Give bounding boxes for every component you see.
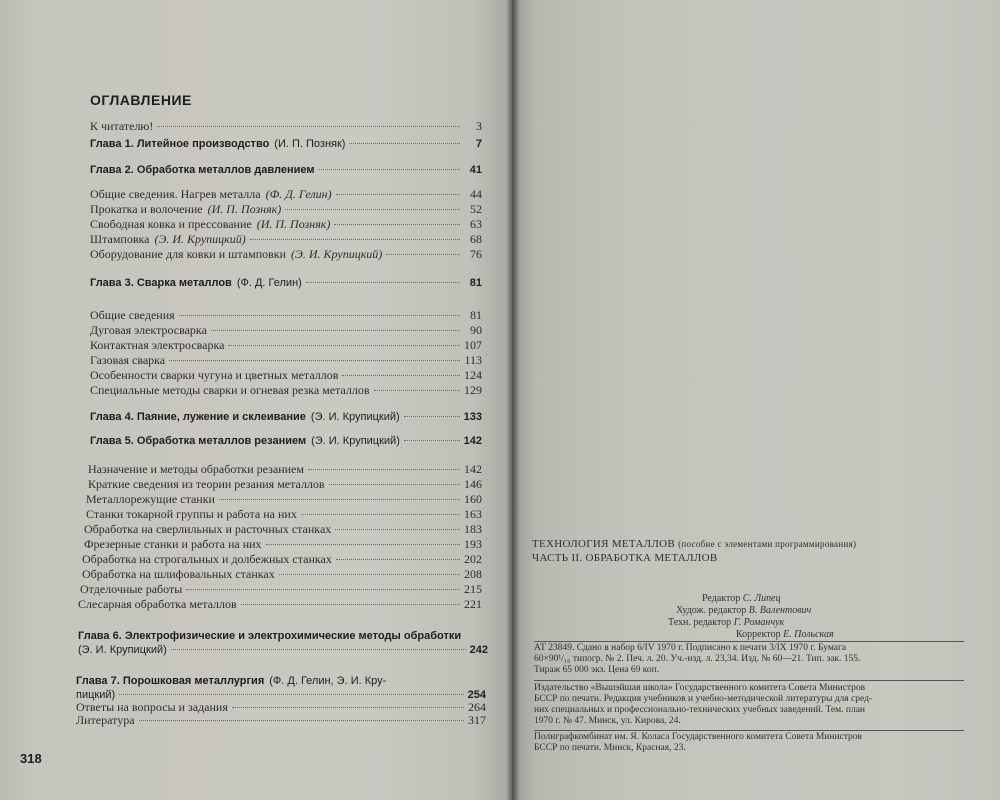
printer-info: Полиграфкомбинат им. Я. Коласа Государственного комитета Совета Министров БССР по печати. Минск, Красная, 23. (534, 732, 863, 753)
toc-page-number: 81 (470, 308, 482, 322)
toc-page-number: 221 (464, 597, 482, 611)
toc-chapter-entry[interactable] (90, 434, 482, 448)
staff-row: Худож. редактор В. Валентович (676, 605, 812, 616)
toc-section-entry[interactable] (78, 597, 482, 611)
toc-page-number: 52 (470, 202, 482, 216)
toc-section-entry[interactable] (82, 552, 482, 566)
toc-page-number: 68 (470, 232, 482, 246)
toc-leader-dots (241, 604, 460, 605)
toc-entry-author: (Э. И. Крупицкий) (311, 435, 400, 447)
toc-page-number: 142 (463, 435, 482, 447)
toc-entry-author: (И. П. Позняк) (274, 138, 346, 150)
toc-leader-dots (211, 330, 460, 331)
toc-leader-dots (228, 345, 460, 346)
toc-section-entry[interactable] (90, 338, 482, 352)
staff-row: Техн. редактор Г. Романчук (668, 617, 785, 628)
toc-leader-dots (171, 649, 466, 650)
toc-page-number: 183 (464, 522, 482, 536)
toc-section-entry[interactable] (80, 582, 482, 596)
toc-section-entry[interactable] (86, 507, 482, 521)
toc-page-number: 317 (468, 713, 486, 727)
toc-entry-label: Глава 6. Электрофизические и электрохимические методы обработки (78, 630, 462, 642)
toc-entry-label: Ответы на вопросы и задания (76, 700, 228, 714)
toc-page-number: 129 (464, 383, 482, 397)
toc-leader-dots (219, 499, 460, 500)
toc-entry-label: Краткие сведения из теории резания металлов (88, 477, 325, 491)
page-number: 318 (20, 751, 42, 766)
toc-leader-dots (334, 224, 460, 225)
toc-leader-dots (232, 707, 464, 708)
toc-entry-author: (И. П. Позняк) (207, 202, 282, 216)
toc-leader-dots (404, 440, 460, 441)
toc-entry-label: Общие сведения. Нагрев металла (90, 187, 261, 201)
toc-page-number: 215 (464, 582, 482, 596)
toc-entry-label: Оборудование для ковки и штамповки (90, 247, 287, 261)
toc-leader-dots (374, 390, 460, 391)
toc-leader-dots (301, 514, 460, 515)
toc-section-entry[interactable] (90, 119, 482, 133)
toc-entry-author: (Ф. Д. Гелин) (236, 277, 302, 289)
toc-section-entry[interactable] (90, 217, 482, 231)
toc-page-number: 146 (464, 477, 482, 491)
toc-chapter-entry[interactable] (76, 674, 486, 688)
toc-entry-label: Прокатка и волочение (90, 202, 203, 216)
divider-line (534, 641, 964, 642)
toc-entry-label: Обработка на сверлильных и расточных станках (84, 522, 332, 536)
book-part-title: ЧАСТЬ II. ОБРАБОТКА МЕТАЛЛОВ (532, 552, 718, 564)
toc-entry-label: Назначение и методы обработки резанием (88, 462, 304, 476)
toc-entry-label: Дуговая электросварка (90, 323, 207, 337)
toc-page-number: 193 (464, 537, 482, 551)
toc-leader-dots (404, 416, 460, 417)
toc-section-entry[interactable] (76, 700, 486, 714)
toc-section-entry[interactable] (90, 202, 482, 216)
toc-leader-dots (386, 254, 460, 255)
toc-page-number: 107 (464, 338, 482, 352)
toc-page-number: 124 (464, 368, 482, 382)
toc-page-number: 81 (469, 277, 482, 289)
toc-entry-label: Литература (76, 713, 135, 727)
print-info: АТ 23849. Сдано в набор 6/IV 1970 г. Подписано к печати 3/IX 1970 г. Бумага 60×90¹/₁₆ типогр. № 2. Печ. л. 20. Уч.-изд. л. 23,34. Изд. № 60—21. Тип. зак. 155. Тираж 65 000 экз. Цена 69 коп. (534, 643, 861, 675)
toc-leader-dots (308, 469, 460, 470)
toc-entry-label: Особенности сварки чугуна и цветных металлов (90, 368, 339, 382)
toc-entry-author: (И. П. Позняк) (256, 217, 331, 231)
toc-entry-author: (Ф. Д. Гелин) (265, 187, 332, 201)
toc-chapter-entry[interactable] (90, 163, 482, 177)
toc-entry-label: Слесарная обработка металлов (78, 597, 237, 611)
toc-leader-dots (335, 529, 460, 530)
book-subtitle-note: (пособие с элементами программирования) (678, 539, 857, 549)
toc-page-number: 242 (469, 644, 488, 656)
toc-entry-author: (Ф. Д. Гелин, Э. И. Кру- (269, 675, 387, 687)
toc-chapter-entry[interactable] (78, 629, 488, 643)
toc-entry-label: Глава 2. Обработка металлов давлением (90, 164, 315, 176)
toc-section-entry[interactable] (82, 567, 482, 581)
toc-entry-label: Отделочные работы (80, 582, 183, 596)
toc-page-number: 160 (464, 492, 482, 506)
toc-chapter-entry[interactable] (90, 137, 482, 151)
toc-section-entry[interactable] (76, 713, 486, 727)
toc-entry-label: Общие сведения (90, 308, 175, 322)
toc-entry-label: Глава 3. Сварка металлов (90, 277, 232, 289)
toc-entry-label: Штамповка (90, 232, 150, 246)
staff-row: Корректор Е. Польская (736, 629, 834, 640)
toc-section-entry[interactable] (90, 187, 482, 201)
toc-page-number: 208 (464, 567, 482, 581)
toc-entry-label: Металлорежущие станки (86, 492, 215, 506)
toc-page-number: 76 (470, 247, 482, 261)
toc-leader-dots (336, 559, 460, 560)
toc-leader-dots (285, 209, 460, 210)
toc-section-entry[interactable] (88, 462, 482, 476)
toc-leader-dots (266, 544, 460, 545)
toc-section-entry[interactable] (88, 477, 482, 491)
toc-entry-label: Газовая сварка (90, 353, 166, 367)
toc-entry-label: Обработка на строгальных и долбежных станках (82, 552, 332, 566)
toc-chapter-entry[interactable] (90, 276, 482, 290)
toc-leader-dots (250, 239, 460, 240)
toc-entry-label: Свободная ковка и прессование (90, 217, 252, 231)
toc-entry-label: Фрезерные станки и работа на них (84, 537, 262, 551)
toc-entry-label: Глава 5. Обработка металлов резанием (90, 435, 307, 447)
toc-chapter-entry[interactable] (78, 643, 488, 657)
toc-entry-author: (Э. И. Крупицкий) (310, 411, 400, 423)
toc-leader-dots (319, 169, 461, 170)
book-title-block (532, 538, 972, 564)
toc-entry-label: Обработка на шлифовальных станках (82, 567, 275, 581)
toc-entry-author: (Э. И. Крупицкий) (291, 247, 383, 261)
staff-row: Редактор С. Липец (702, 593, 781, 604)
toc-entry-label: Глава 1. Литейное производство (90, 138, 270, 150)
toc-entry-author: (Э. И. Крупицкий) (78, 644, 167, 656)
toc-page-number: 63 (470, 217, 482, 231)
toc-entry-author: пицкий) (76, 689, 116, 701)
toc-leader-dots (279, 574, 460, 575)
toc-leader-dots (179, 315, 460, 316)
toc-leader-dots (186, 589, 460, 590)
divider-line (534, 730, 964, 731)
staff-credits (650, 593, 834, 641)
toc-section-entry[interactable] (90, 368, 482, 382)
toc-leader-dots (139, 720, 464, 721)
toc-page-number: 264 (468, 700, 486, 714)
toc-section-entry[interactable] (90, 232, 482, 246)
toc-leader-dots (329, 484, 460, 485)
toc-section-entry[interactable] (90, 323, 482, 337)
toc-page-number: 142 (464, 462, 482, 476)
toc-leader-dots (349, 143, 460, 144)
toc-section-entry[interactable] (90, 353, 482, 367)
publisher-info: Издательство «Вышэйшая школа» Государственного комитета Совета Министров БССР по печати. Редакция учебников и учебно-методической литературы для сред- них специальных и профессионально-технических учебных заведений. Тем. план 1970 г. № 47. Минск, ул. Кирова, 24. (534, 683, 873, 726)
toc-chapter-entry[interactable] (90, 410, 482, 424)
toc-page-number: 202 (464, 552, 482, 566)
toc-page-number: 90 (470, 323, 482, 337)
book-title: ТЕХНОЛОГИЯ МЕТАЛЛОВ (532, 538, 676, 550)
toc-page-number: 7 (475, 138, 482, 150)
toc-leader-dots (169, 360, 460, 361)
toc-title: ОГЛАВЛЕНИЕ (90, 92, 192, 108)
toc-page-number: 41 (469, 164, 482, 176)
toc-section-entry[interactable] (90, 383, 482, 397)
toc-section-entry[interactable] (86, 492, 482, 506)
toc-leader-dots (336, 194, 460, 195)
toc-entry-label: Контактная электросварка (90, 338, 225, 352)
toc-page-number: 163 (464, 507, 482, 521)
toc-leader-dots (342, 375, 460, 376)
toc-entry-label: Глава 4. Паяние, лужение и склеивание (90, 411, 306, 423)
toc-section-entry[interactable] (84, 522, 482, 536)
toc-entry-label: Специальные методы сварки и огневая резка металлов (90, 383, 370, 397)
toc-page-number: 44 (470, 187, 482, 201)
toc-leader-dots (119, 694, 463, 695)
toc-page-number: 3 (476, 119, 482, 133)
toc-entry-author: (Э. И. Крупицкий) (154, 232, 246, 246)
toc-entry-label: К читателю! (90, 119, 154, 133)
toc-entry-label: Глава 7. Порошковая металлургия (76, 675, 265, 687)
toc-section-entry[interactable] (84, 537, 482, 551)
toc-page-number: 113 (464, 353, 482, 367)
book-gutter (506, 0, 520, 800)
toc-section-entry[interactable] (90, 247, 482, 261)
divider-line (534, 680, 964, 681)
toc-page-number: 254 (467, 689, 486, 701)
toc-leader-dots (157, 126, 460, 127)
toc-entry-label: Станки токарной группы и работа на них (86, 507, 297, 521)
toc-page-number: 133 (463, 411, 482, 423)
toc-leader-dots (306, 282, 460, 283)
toc-section-entry[interactable] (90, 308, 482, 322)
